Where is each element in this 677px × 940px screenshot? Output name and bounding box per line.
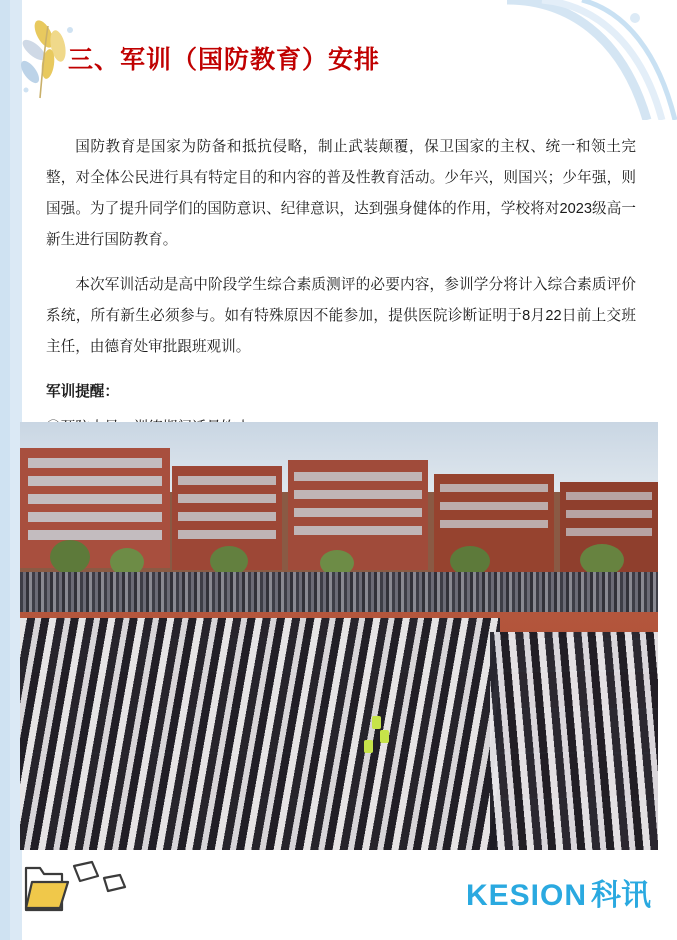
- photo-window-row: [178, 494, 276, 503]
- brand-logo: [466, 870, 651, 914]
- photo-window-row: [566, 492, 652, 500]
- paragraph-2: 本次军训活动是高中阶段学生综合素质测评的必要内容，参训学分将计入综合素质评价系统，所有新生必须参与。如有特殊原因不能参加，提供医院诊断证明于8月22日前上交班主任，由德育处审批跟班观训。: [46, 277, 636, 355]
- photo-staff-vest: [380, 730, 389, 743]
- brand-name-en: KESION: [465, 879, 587, 912]
- left-decorative-band: [0, 0, 22, 940]
- photo-window-row: [566, 510, 652, 518]
- photo-window-row: [28, 476, 162, 486]
- photo-window-row: [28, 530, 162, 540]
- photo-window-row: [440, 484, 548, 492]
- photo-window-row: [294, 490, 422, 499]
- photo-staff-vest: [372, 716, 381, 729]
- photo-window-row: [294, 508, 422, 517]
- brand-name-cn: 科讯: [591, 879, 651, 912]
- page-title: 三、军训（国防教育）安排: [68, 46, 381, 74]
- photo-window-row: [28, 494, 162, 504]
- paragraph-1: 国防教育是国家为防备和抵抗侵略，制止武装颠覆，保卫国家的主权、统一和领土完整，对全体公民进行具有特定目的和内容的普及性教育活动。少年兴，则国兴；少年强，则国强。为了提升同学们的国防意识、纪律意识，达到强身健体的作用，学校将对2023级高一新生进行国防教育。: [46, 139, 636, 248]
- folder-icon: [18, 848, 138, 918]
- photo-window-row: [294, 472, 422, 481]
- arc-decoration-icon: [447, 0, 677, 120]
- military-training-photo: [20, 422, 658, 850]
- photo-window-row: [294, 526, 422, 535]
- left-band-inner-stripe: [0, 0, 10, 940]
- photo-content: [20, 422, 658, 850]
- photo-window-row: [178, 476, 276, 485]
- photo-tree: [50, 540, 90, 574]
- photo-window-row: [566, 528, 652, 536]
- photo-window-row: [178, 530, 276, 539]
- photo-staff-vest: [364, 740, 373, 753]
- photo-window-row: [28, 512, 162, 522]
- photo-student-formation-left: [20, 618, 500, 850]
- photo-window-row: [28, 458, 162, 468]
- photo-window-row: [440, 520, 548, 528]
- photo-window-row: [440, 502, 548, 510]
- photo-window-row: [178, 512, 276, 521]
- reminder-label: 军训提醒：: [46, 384, 119, 400]
- photo-student-formation-right: [490, 632, 658, 850]
